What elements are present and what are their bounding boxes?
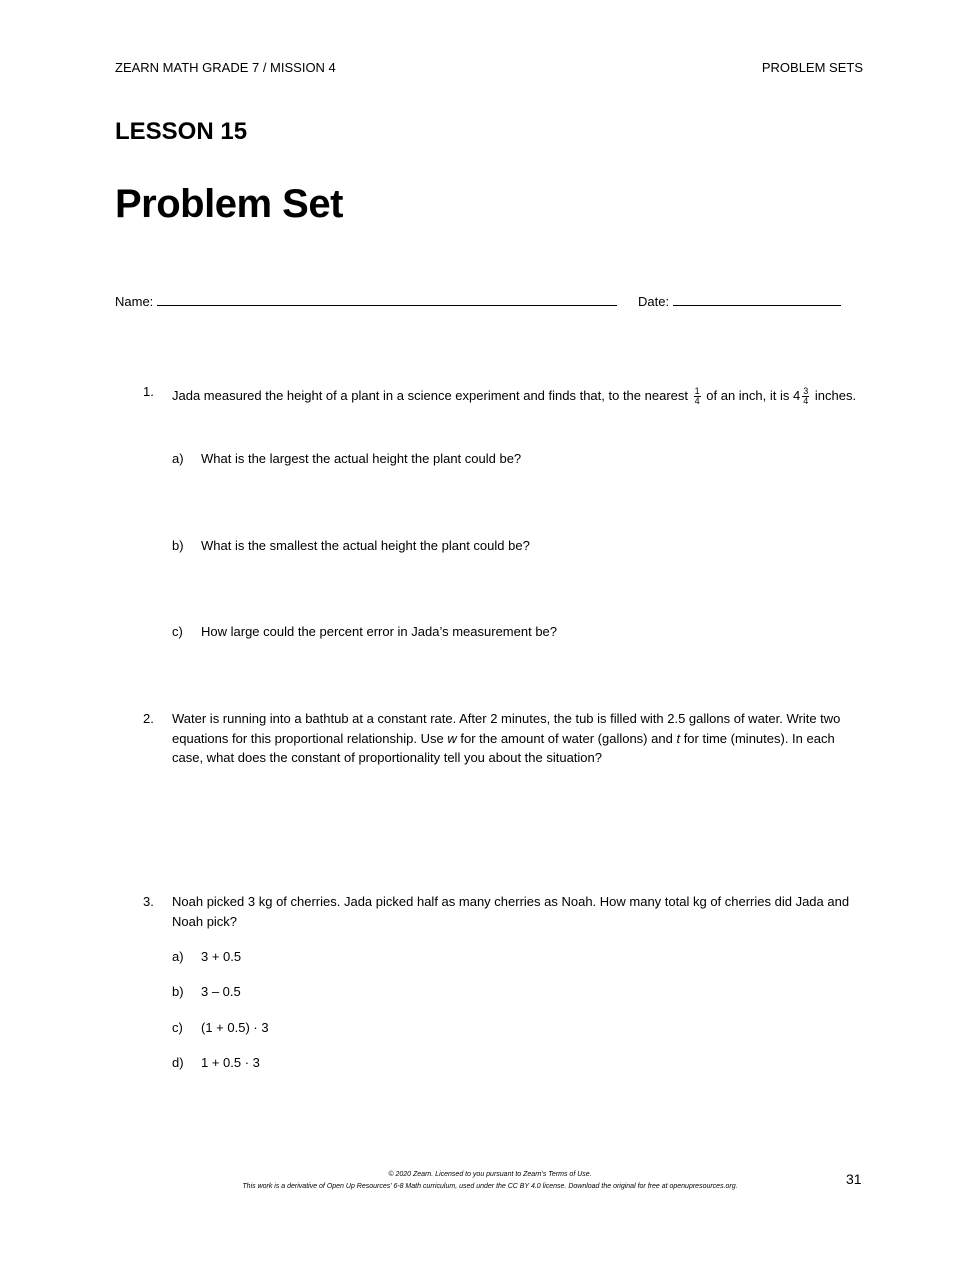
- part-text: How large could the percent error in Jada’s measurement be?: [201, 624, 558, 639]
- fraction: [802, 387, 809, 406]
- option-label: a): [172, 949, 184, 964]
- problem-number: 1.: [143, 384, 154, 399]
- part-text: What is the smallest the actual height the plant could be?: [201, 538, 530, 553]
- page-title: Problem Set: [115, 182, 343, 226]
- problem-2: [143, 709, 865, 768]
- problem-text: Water is running into a bathtub at a constant rate. After 2 minutes, the tub is filled with 2.5 gallons of water. Write two equations for this proportional relationship. Use: [172, 711, 841, 746]
- problem-text: for the amount of water (gallons) and: [460, 730, 673, 746]
- name-field[interactable]: [115, 293, 617, 309]
- denominator: 4: [803, 396, 809, 407]
- variable-t: t: [676, 730, 681, 746]
- option-text: 3 + 0.5: [201, 949, 242, 964]
- numerator: 1: [694, 386, 700, 397]
- option-b: [172, 982, 241, 1001]
- option-d: [172, 1053, 260, 1072]
- option-label: c): [172, 1020, 183, 1035]
- option-c: [172, 1018, 269, 1037]
- name-line[interactable]: [157, 293, 617, 306]
- problem-1: [143, 382, 865, 409]
- date-field[interactable]: [638, 293, 841, 309]
- lesson-heading: LESSON 15: [115, 118, 248, 145]
- header-course: ZEARN MATH GRADE 7 / MISSION 4: [115, 60, 336, 75]
- name-label: Name:: [115, 294, 154, 309]
- problem-number: 2.: [143, 711, 154, 726]
- footer-copyright: © 2020 Zearn. Licensed to you pursuant to Zearn’s Terms of Use.: [388, 1171, 592, 1178]
- option-label: d): [172, 1055, 184, 1070]
- numerator: 3: [803, 386, 809, 397]
- problem-1c: [172, 622, 557, 641]
- denominator: 4: [694, 396, 700, 407]
- page-number: 31: [846, 1171, 862, 1187]
- problem-3: [143, 892, 865, 931]
- problem-number: 3.: [143, 894, 154, 909]
- problem-1a: [172, 449, 521, 468]
- footer-license: This work is a derivative of Open Up Resources’ 6-8 Math curriculum, used under the CC BY 4.0 license. Download the original for free at openupresources.org.: [242, 1183, 738, 1190]
- date-label: Date:: [638, 294, 670, 309]
- option-a: [172, 947, 241, 966]
- fraction: [694, 387, 701, 406]
- problem-text: for time (minutes). In each case, what does the constant of proportionality tell you about the situation?: [172, 730, 835, 765]
- part-label: b): [172, 538, 184, 553]
- option-label: b): [172, 984, 184, 999]
- header-section: PROBLEM SETS: [761, 60, 863, 75]
- part-label: c): [172, 624, 183, 639]
- option-text: 1 + 0.5 · 3: [201, 1055, 260, 1070]
- problem-text: Noah picked 3 kg of cherries. Jada picked half as many cherries as Noah. How many total kg of cherries did Jada and Noah pick?: [172, 894, 850, 929]
- date-line[interactable]: [673, 293, 841, 306]
- variable-w: w: [447, 730, 457, 746]
- problem-text: inches.: [814, 388, 857, 403]
- problem-text: Jada measured the height of a plant in a science experiment and finds that, to the nearest: [172, 388, 688, 403]
- option-text: 3 – 0.5: [201, 984, 241, 999]
- part-text: What is the largest the actual height the plant could be?: [201, 451, 522, 466]
- option-text: (1 + 0.5) · 3: [201, 1020, 269, 1035]
- problem-1b: [172, 536, 530, 555]
- part-label: a): [172, 451, 184, 466]
- problem-text: of an inch, it is 4: [706, 388, 801, 403]
